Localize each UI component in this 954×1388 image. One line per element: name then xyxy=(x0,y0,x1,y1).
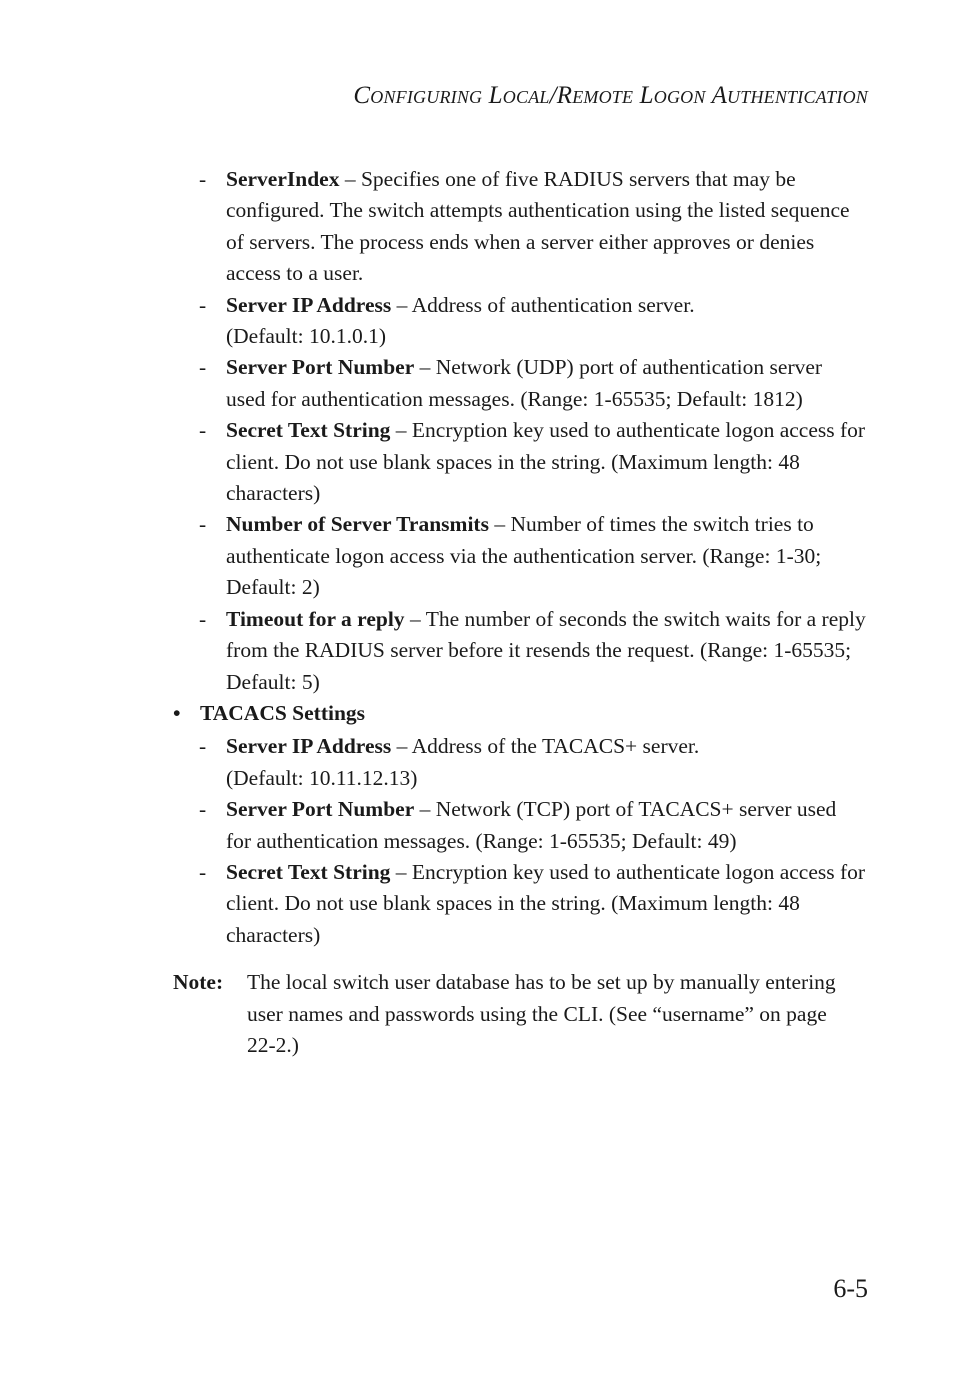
dash-marker: - xyxy=(199,418,207,443)
item-term: Server IP Address xyxy=(226,734,392,759)
tacacs-item-server-ip xyxy=(199,731,866,794)
item-term: Secret Text String xyxy=(226,418,391,443)
item-separator: – xyxy=(488,512,511,537)
tacacs-settings-heading xyxy=(173,698,954,729)
item-separator: – xyxy=(404,606,426,631)
item-description: The number of seconds the switch waits for a reply from the RADIUS server before it resends the request. (Range: 1-65535; Default: 5) xyxy=(226,606,866,694)
item-description: Address of the TACACS+ server. xyxy=(411,734,700,759)
running-header: Configuring Local/Remote Logon Authentication xyxy=(353,82,868,109)
item-term: Server Port Number xyxy=(226,797,415,822)
item-description: Encryption key used to authenticate logon access for client. Do not use blank spaces in the string. (Maximum length: 48 characters) xyxy=(226,859,866,947)
item-description: Number of times the switch tries to authenticate logon access via the authentication server. (Range: 1-30; Default: 2) xyxy=(226,512,822,600)
item-separator: – xyxy=(390,859,412,884)
item-separator: – xyxy=(414,355,436,380)
item-description: Network (UDP) port of authentication server used for authentication messages. (Range: 1-65535; Default: 1812) xyxy=(226,355,823,411)
item-term: Timeout for a reply xyxy=(226,606,405,631)
radius-item-server-index xyxy=(199,164,866,290)
item-separator: – xyxy=(414,797,436,822)
dash-marker: - xyxy=(199,606,207,631)
radius-item-server-transmits xyxy=(199,509,866,603)
radius-item-server-port xyxy=(199,352,866,415)
item-term: Number of Server Transmits xyxy=(226,512,489,537)
bullet-marker: • xyxy=(173,700,181,725)
item-default: (Default: 10.11.12.13) xyxy=(226,765,418,790)
item-term: ServerIndex xyxy=(226,167,340,191)
item-description: Encryption key used to authenticate logon access for client. Do not use blank spaces in the string. (Maximum length: 48 characters) xyxy=(226,418,866,506)
page-number: 6-5 xyxy=(833,1274,868,1303)
dash-marker: - xyxy=(199,734,207,759)
item-description: Specifies one of five RADIUS servers that may be configured. The switch attempts authentication using the listed sequence of servers. The process ends when a server either approves or denies access to a user. xyxy=(226,167,850,286)
dash-marker: - xyxy=(199,167,207,191)
item-default: (Default: 10.1.0.1) xyxy=(226,324,387,349)
item-term: Secret Text String xyxy=(226,859,391,884)
item-description: Address of authentication server. xyxy=(411,292,695,317)
note-block xyxy=(173,967,847,1061)
item-separator: – xyxy=(390,418,412,443)
note-label: Note: xyxy=(173,970,224,995)
item-term: Server IP Address xyxy=(226,292,392,317)
item-term: Server Port Number xyxy=(226,355,415,380)
item-separator: – xyxy=(391,734,412,759)
dash-marker: - xyxy=(199,859,207,884)
section-heading: TACACS Settings xyxy=(200,700,366,725)
radius-item-secret-text xyxy=(199,415,866,509)
item-description: Network (TCP) port of TACACS+ server used for authentication messages. (Range: 1-65535; Default: 49) xyxy=(226,797,837,853)
tacacs-item-server-port xyxy=(199,794,866,857)
dash-marker: - xyxy=(199,512,207,537)
radius-item-server-ip xyxy=(199,290,866,353)
tacacs-item-secret-text xyxy=(199,857,866,951)
note-text: The local switch user database has to be set up by manually entering user names and passwords using the CLI. (See “username” on page 22-2.) xyxy=(247,970,836,1057)
item-separator: – xyxy=(391,292,412,317)
radius-item-timeout xyxy=(199,604,866,698)
dash-marker: - xyxy=(199,355,207,380)
item-separator: – xyxy=(339,167,361,191)
page-content xyxy=(0,164,954,1061)
dash-marker: - xyxy=(199,292,207,317)
dash-marker: - xyxy=(199,797,207,822)
